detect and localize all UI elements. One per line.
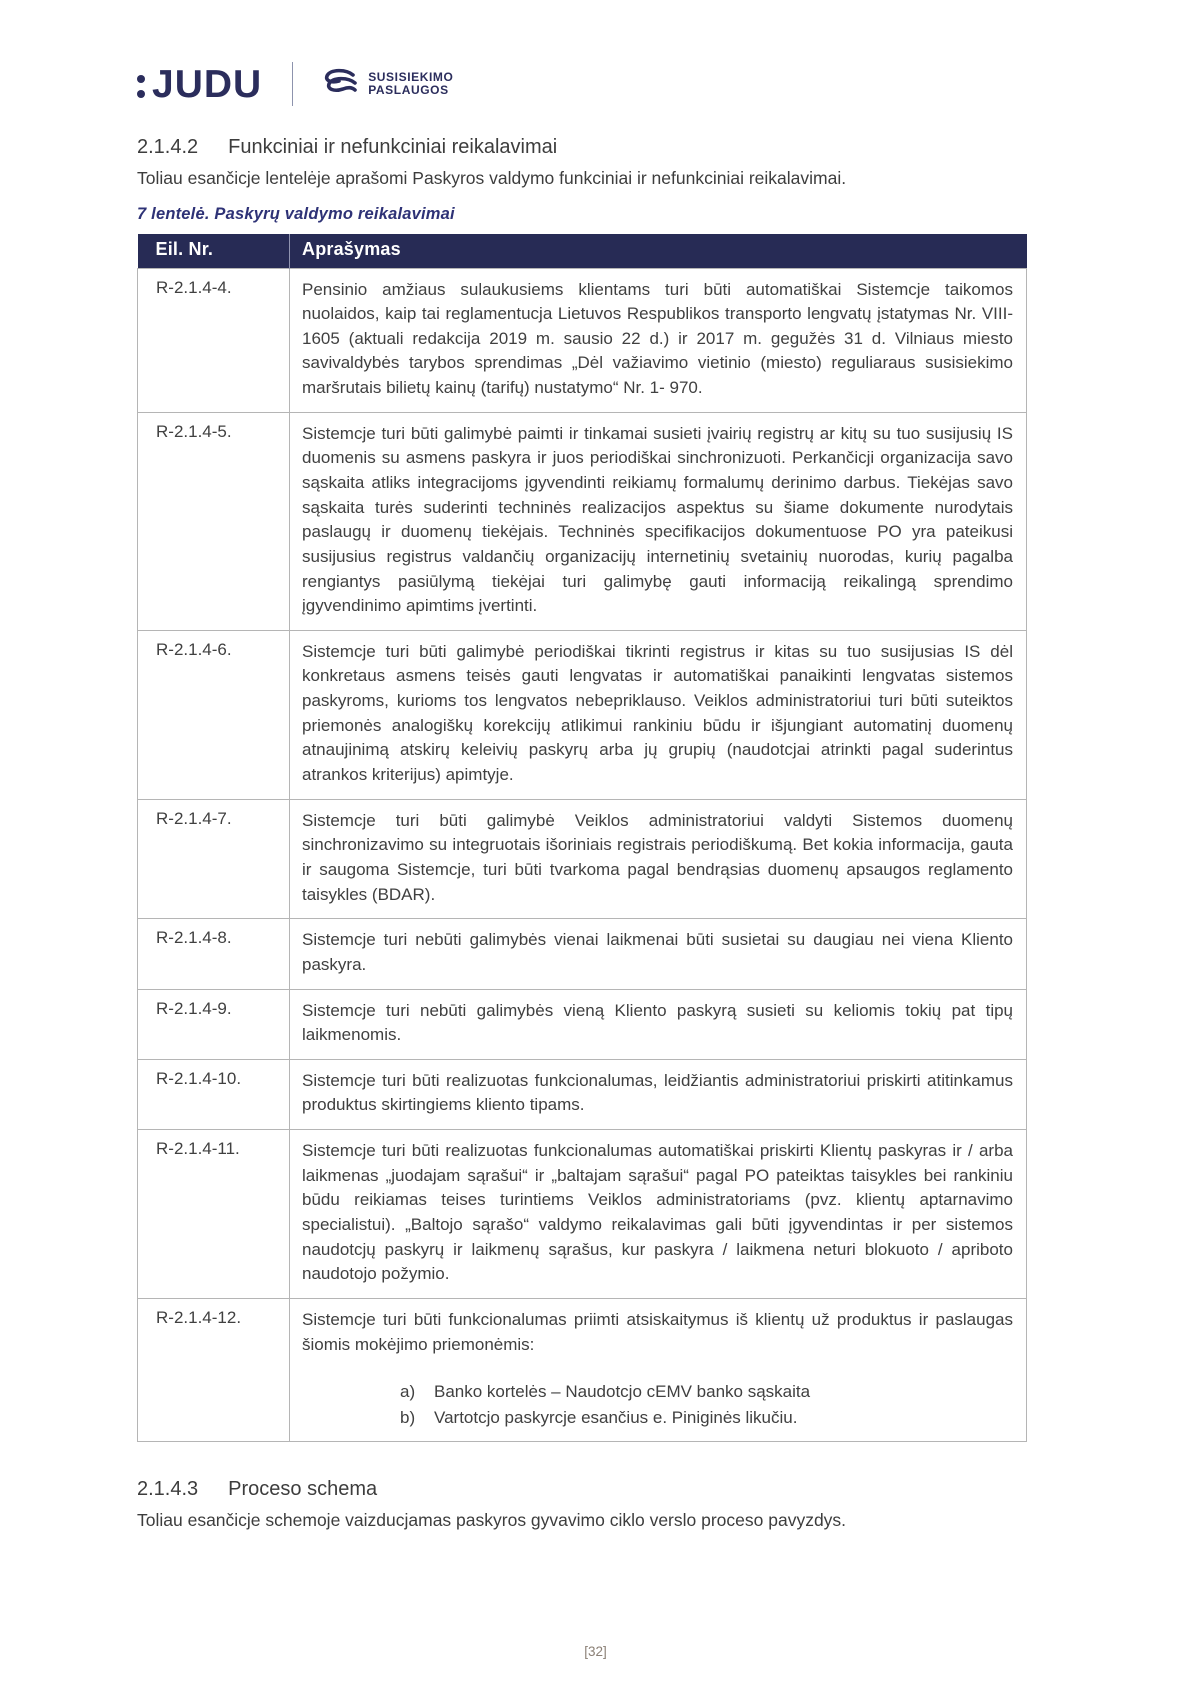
requirement-description: Sistemcje turi būti galimybė paimti ir tinkamai susieti įvairių registrų ar kitų su tuo susijusių IS duomenis su asmens paskyra ir juos periodiškai sinchronizuoti. Perkančicji organizacija savo sąskaita atliks integracijoms įgyvendinti reikiamų formalumų derinimo darbus. Tiekėjas savo sąskaita turės suderinti techninės realizacijos aspektus su šiame dokumente nurodytais paslaugų ir duomenų tiekėjais. Techninės specifikacijos dokumentuose PO yra pateikusi susijusius registrus valdančių organizacijų internetinių svetainių nuorodas, kurių pagalba rengiantys pasiūlymą tiekėjai turi galimybę gauti informaciją reikalingą sprendimo įgyvendinimo apimtims įvertinti. — [290, 412, 1027, 630]
page-number: [32] — [584, 1644, 607, 1659]
partner-logo-line1: SUSISIEKIMO — [368, 70, 454, 84]
table-row — [138, 1130, 1027, 1299]
requirement-description: Sistemcje turi būti galimybė Veiklos administratoriui valdyti Sistemos duomenų sinchronizavimo su integruotais išoriniais registrais periodiškumą. Bet kokia informacija, gauta ir saugoma Sistemcje, turi būti tvarkoma pagal bendrąsias duomenų apsaugos reglamento taisykles (BDAR). — [290, 799, 1027, 919]
table-caption: 7 lentelė. Paskyrų valdymo reikalavimai — [137, 205, 455, 223]
judu-logo-dots-icon — [137, 75, 145, 98]
requirement-description: Sistemcje turi nebūti galimybės vieną Kliento paskyrą susieti su keliomis tokių pat tipų laikmenomis. — [290, 989, 1027, 1059]
brand-divider — [292, 62, 293, 106]
partner-logo-line2: PASLAUGOS — [368, 83, 449, 97]
table-row — [138, 412, 1027, 630]
table-row — [138, 989, 1027, 1059]
section-heading-2143 — [137, 1478, 1027, 1501]
requirement-description: Pensinio amžiaus sulaukusiems klientams turi būti automatiškai Sistemcje taikomos nuolaidos, kaip tai reglamentucja Lietuvos Respublikos transporto lengvatų įstatymas Nr. VIII-1605 (aktuali redakcija 2019 m. sausio 22 d.) ir 2017 m. gegužės 31 d. Vilniaus miesto savivaldybės tarybos sprendimas „Dėl važiavimo vietinio (miesto) reguliaraus susisiekimo maršrutais bilietų kainų (tarifų) nustatymo“ Nr. 1- 970. — [290, 268, 1027, 412]
outro-paragraph: Toliau esančicje schemoje vaizducjamas paskyros gyvavimo ciklo verslo proceso pavyzdys. — [137, 1510, 847, 1531]
partner-logo — [319, 68, 453, 100]
requirement-id: R-2.1.4-7. — [138, 799, 290, 919]
judu-logo — [137, 62, 263, 106]
requirement-id: R-2.1.4-4. — [138, 268, 290, 412]
requirement-description: Sistemcje turi būti realizuotas funkcionalumas, leidžiantis administratoriui priskirti atitinkamus produktus skirtingiems kliento tipams. — [290, 1059, 1027, 1129]
section-title: Funkciniai ir nefunkciniai reikalavimai — [228, 136, 558, 158]
table-row — [138, 799, 1027, 919]
section-number: 2.1.4.2 — [137, 136, 199, 158]
payment-methods-list — [302, 1379, 1013, 1430]
requirement-description: Sistemcje turi būti funkcionalumas priimti atsiskaitymus iš klientų už produktus ir paslaugas šiomis mokėjimo priemonėmis: a) Banko kortelės – Naudotcjo cEMV banko sąskaita b) Vartotcjo paskyrcje esančius e. Piniginės likučiu. — [290, 1298, 1027, 1441]
header-brandbar — [137, 58, 1027, 110]
table-row — [138, 630, 1027, 799]
column-header-eil-nr: Eil. Nr. — [138, 234, 290, 268]
section-heading-2142 — [137, 136, 1027, 159]
requirement-description: Sistemcje turi nebūti galimybės vienai laikmenai būti susietai su daugiau nei viena Kliento paskyra. — [290, 919, 1027, 989]
table-row — [138, 919, 1027, 989]
requirement-id: R-2.1.4-12. — [138, 1298, 290, 1441]
requirement-id: R-2.1.4-9. — [138, 989, 290, 1059]
section-title: Proceso schema — [228, 1478, 378, 1501]
table-header-row — [138, 234, 1027, 268]
requirement-id: R-2.1.4-6. — [138, 630, 290, 799]
list-item: b) Vartotcjo paskyrcje esančius e. Piniginės likučiu. — [400, 1407, 798, 1427]
requirement-description: Sistemcje turi būti galimybė periodiškai tikrinti registrus ir kitas su tuo susijusias IS dėl konkretaus asmens teisės gauti lengvatas ir automatiškai panaikinti lengvatas sistemos paskyroms, kurioms tos lengvatos nebepriklauso. Veiklos administratoriui turi būti suteiktos priemonės analogiškų korekcijų atlikimui rankiniu būdu ir išjungiant automatinį duomenų atnaujinimą atskirų keleivių paskyrų arba jų grupių (naudotcjai atrinkti pagal suderintus atrankos kriterijus) apimtyje. — [290, 630, 1027, 799]
requirement-id: R-2.1.4-11. — [138, 1130, 290, 1299]
requirement-id: R-2.1.4-10. — [138, 1059, 290, 1129]
partner-logo-text — [368, 71, 453, 97]
intro-paragraph: Toliau esančicje lentelėje aprašomi Paskyros valdymo funkciniai ir nefunkciniai reikalavimai. — [137, 168, 847, 188]
list-item: a) Banko kortelės – Naudotcjo cEMV banko sąskaita — [400, 1382, 811, 1402]
table-row — [138, 1059, 1027, 1129]
section-number: 2.1.4.3 — [137, 1478, 199, 1501]
column-header-aprasymas: Aprašymas — [290, 234, 1027, 268]
requirement-description: Sistemcje turi būti realizuotas funkcionalumas automatiškai priskirti Klientų paskyras ir / arba laikmenas „juodajam sąrašui“ ir „baltajam sąrašui“ pagal PO pateiktas taisykles bei rankiniu būdu reikiamas teises turintiems Veiklos administratoriams (pvz. klientų aptarnavimo specialistui). „Baltojo sąrašo“ valdymo reikalavimas gali būti įgyvendintas ir per sistemos naudotcjų paskyrų ir laikmenų sąrašus, kur paskyra / laikmena neturi blokuoto / apriboto naudotojo požymio. — [290, 1130, 1027, 1299]
table-row — [138, 1298, 1027, 1441]
requirement-id: R-2.1.4-5. — [138, 412, 290, 630]
table-row — [138, 268, 1027, 412]
judu-logo-text: JUDU — [152, 62, 263, 106]
requirements-table — [137, 234, 1027, 1442]
susisiekimo-paslaugos-icon — [319, 68, 359, 100]
requirement-id: R-2.1.4-8. — [138, 919, 290, 989]
